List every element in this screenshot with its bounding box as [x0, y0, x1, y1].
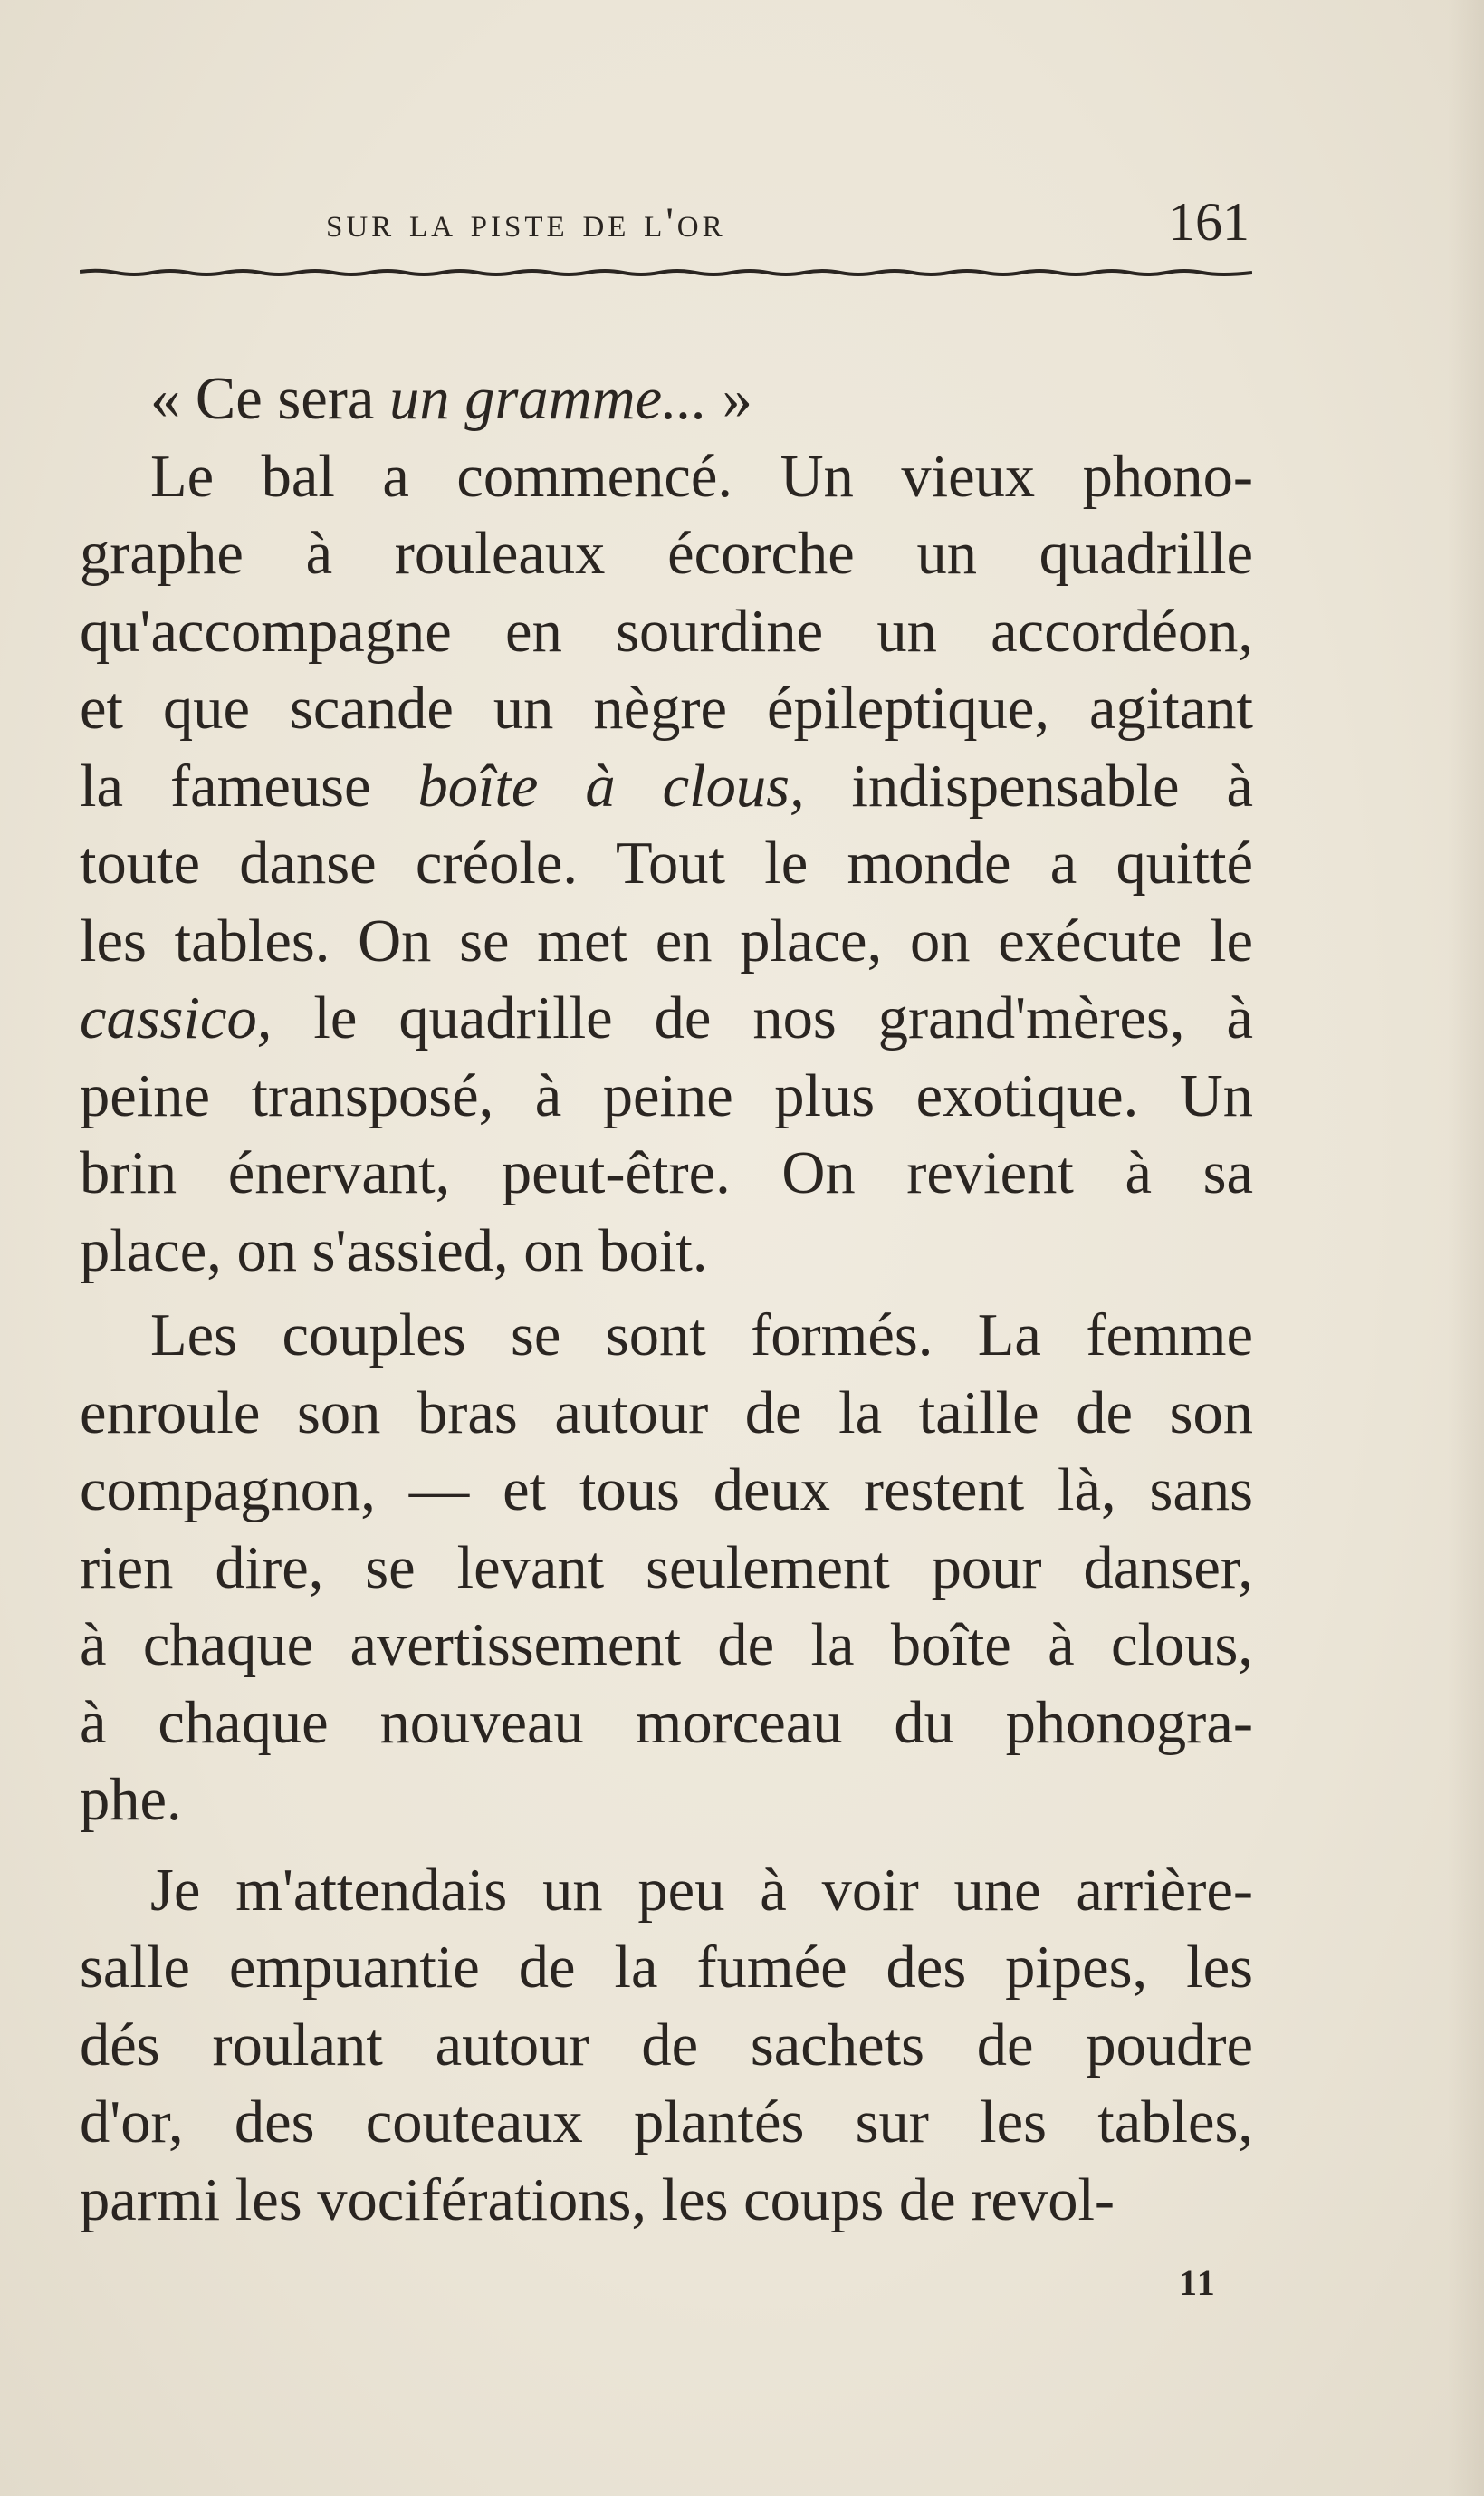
- text-line: [80, 593, 1253, 671]
- text-run: »: [707, 366, 752, 432]
- text-line: [80, 1375, 1253, 1453]
- text-line: [80, 748, 1253, 826]
- text-line: [80, 1762, 1253, 1839]
- text-run: brin énervant, peut-être. On revient à sa: [80, 1140, 1253, 1206]
- text-line: [80, 2162, 1253, 2240]
- paragraph-gap: [80, 1290, 1253, 1297]
- text-run: Je m'attendais un peu à voir une arrière-: [150, 1857, 1253, 1924]
- text-run: qu'accompagne en sourdine un accordéon,: [80, 598, 1253, 665]
- text-run: d'or, des couteaux plantés sur les tables,: [80, 2089, 1253, 2155]
- page-number: 161: [1168, 192, 1249, 252]
- body-text: [80, 360, 1253, 2239]
- text-line: [80, 2084, 1253, 2162]
- italic-run: un gramme...: [389, 366, 708, 432]
- text-line: [80, 825, 1253, 903]
- running-title: sur la piste de l'or: [326, 199, 726, 246]
- text-run: indispensable à: [804, 753, 1253, 820]
- text-line: [80, 360, 1253, 438]
- text-line: [80, 515, 1253, 593]
- paragraph: [80, 1297, 1253, 1839]
- text-line: [80, 1685, 1253, 1762]
- paragraph: [80, 360, 1253, 438]
- text-run: enroule son bras autour de la taille de son: [80, 1379, 1253, 1446]
- italic-run: boîte à clous,: [417, 753, 805, 820]
- page-gutter-shadow: [1448, 0, 1484, 2496]
- running-header: [81, 186, 1249, 258]
- text-run: la fameuse: [80, 753, 418, 820]
- signature-mark: 11: [1179, 2262, 1217, 2303]
- text-line: [80, 1929, 1253, 2007]
- text-run: le quadrille de nos grand'mères, à: [272, 985, 1253, 1051]
- text-line: [80, 980, 1253, 1058]
- text-line: [80, 1213, 1253, 1291]
- text-run: compagnon, — et tous deux restent là, sans: [80, 1457, 1253, 1523]
- italic-run: cassico,: [80, 985, 273, 1051]
- text-run: toute danse créole. Tout le monde a quitté: [80, 830, 1253, 897]
- text-line: [80, 2007, 1253, 2085]
- text-run: place, on s'assied, on boit.: [80, 1217, 708, 1284]
- paragraph-gap: [80, 1839, 1253, 1852]
- text-run: parmi les vociférations, les coups de revol-: [80, 2166, 1115, 2233]
- text-line: [80, 1852, 1253, 1930]
- text-run: dés roulant autour de sachets de poudre: [80, 2011, 1253, 2078]
- paragraph: [80, 1852, 1253, 2240]
- text-line: [80, 670, 1253, 748]
- text-run: les tables. On se met en place, on exécute le: [80, 907, 1253, 974]
- text-run: graphe à rouleaux écorche un quadrille: [80, 521, 1253, 587]
- text-run: Le bal a commencé. Un vieux phono-: [150, 443, 1253, 510]
- text-run: « Ce sera: [150, 366, 390, 432]
- text-run: à chaque avertissement de la boîte à clous,: [80, 1612, 1253, 1678]
- text-line: [80, 1452, 1253, 1530]
- text-run: rien dire, se levant seulement pour danser,: [80, 1534, 1253, 1601]
- text-run: et que scande un nègre épileptique, agitant: [80, 676, 1253, 742]
- text-line: [80, 903, 1253, 981]
- text-line: [80, 1297, 1253, 1375]
- paragraph: [80, 438, 1253, 1291]
- text-line: [80, 1607, 1253, 1685]
- text-line: [80, 1530, 1253, 1608]
- header-rule: [80, 268, 1252, 277]
- text-run: peine transposé, à peine plus exotique. Un: [80, 1062, 1253, 1129]
- text-run: phe.: [80, 1767, 182, 1833]
- text-run: Les couples se sont formés. La femme: [150, 1302, 1253, 1368]
- text-line: [80, 438, 1253, 516]
- text-line: [80, 1135, 1253, 1213]
- text-line: [80, 1058, 1253, 1136]
- text-run: à chaque nouveau morceau du phonogra-: [80, 1689, 1253, 1756]
- text-run: salle empuantie de la fumée des pipes, les: [80, 1934, 1253, 2001]
